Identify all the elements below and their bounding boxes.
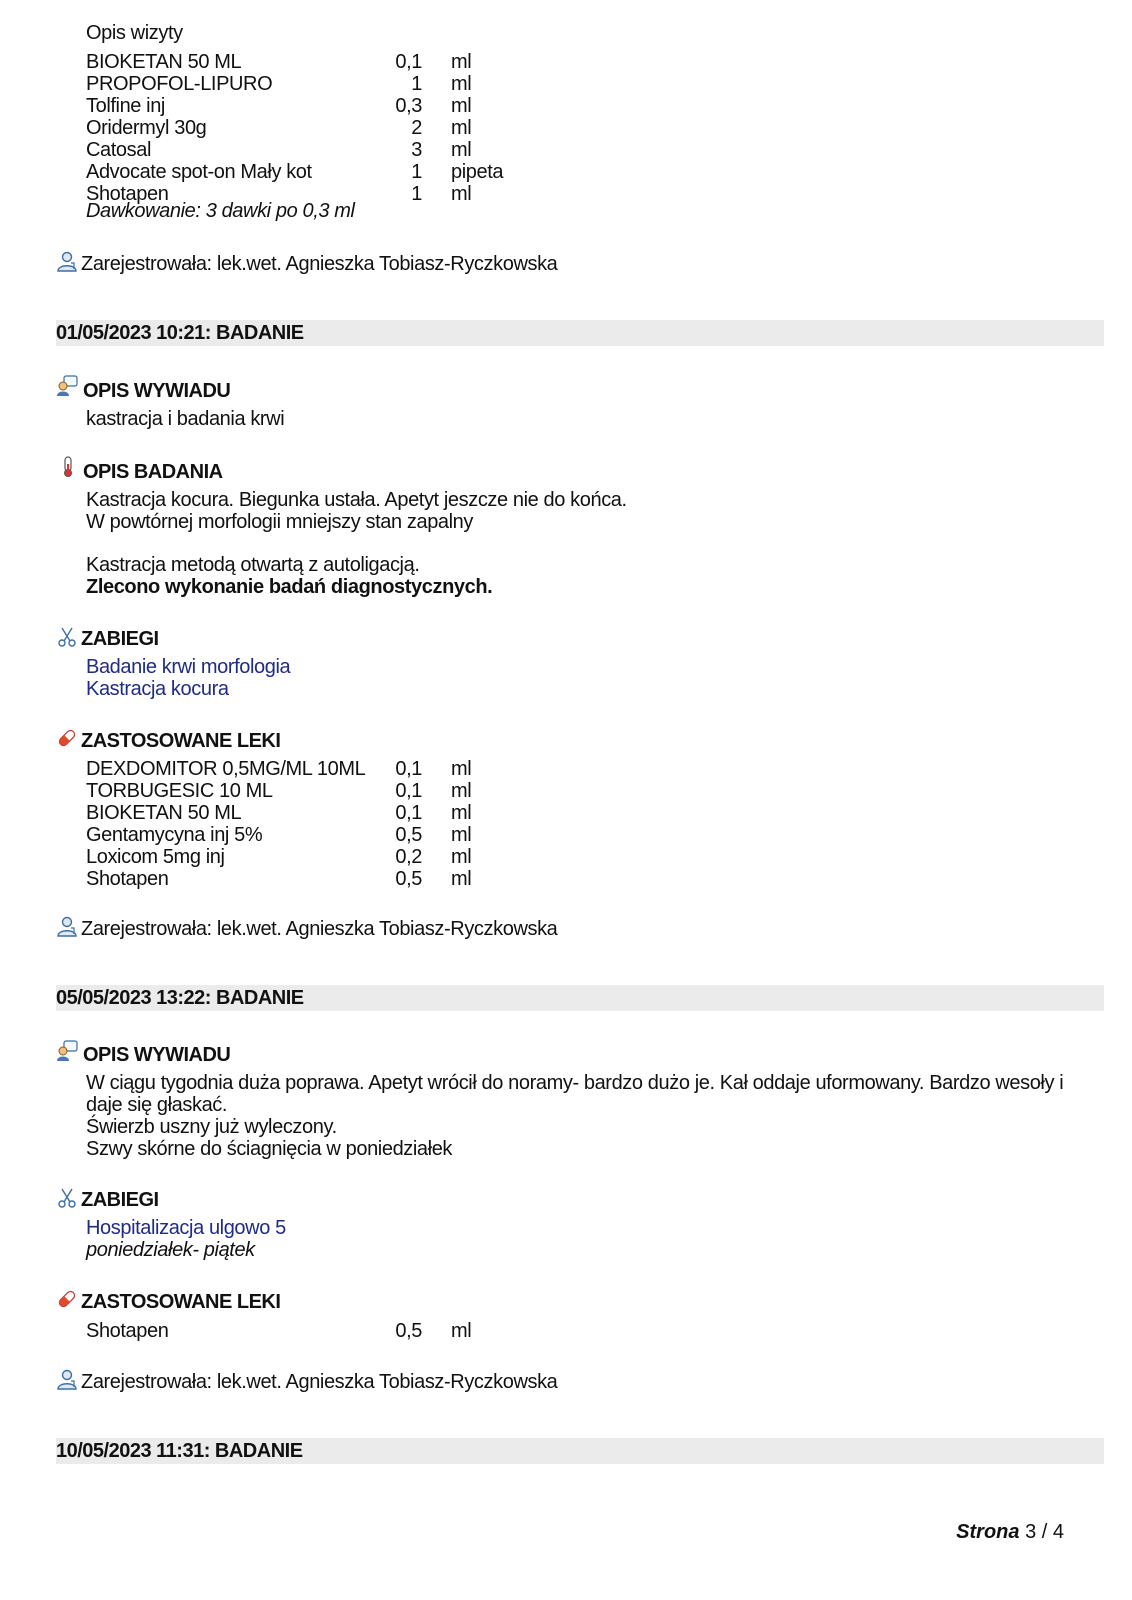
interview-line: Szwy skórne do ściagnięcia w poniedziałek xyxy=(86,1138,453,1160)
med-name: BIOKETAN 50 ML xyxy=(86,802,242,824)
interview-title: OPIS WYWIADU xyxy=(83,1044,231,1066)
interview-icon xyxy=(56,1040,78,1062)
page-total: / 4 xyxy=(1041,1521,1064,1543)
visit-header xyxy=(56,1438,1104,1464)
med-qty: 0,1 xyxy=(395,802,422,824)
visit-header-text: 01/05/2023 10:21: BADANIE xyxy=(56,322,304,344)
med-qty: 0,5 xyxy=(395,824,422,846)
interview-line: daje się głaskać. xyxy=(86,1094,228,1116)
page-label: Strona xyxy=(956,1521,1020,1543)
procedure-link[interactable]: Hospitalizacja ulgowo 5 xyxy=(86,1217,286,1239)
med-qty: 0,1 xyxy=(395,758,422,780)
page-current: 3 xyxy=(1025,1521,1037,1543)
med-row xyxy=(86,780,472,802)
med-unit: ml xyxy=(451,846,472,868)
exam-title: OPIS BADANIA xyxy=(83,461,223,483)
med-unit: ml xyxy=(451,95,472,117)
med-row xyxy=(86,758,472,780)
med-unit: pipeta xyxy=(451,161,504,183)
registered-by-text: Zarejestrowała: lek.wet. Agnieszka Tobiasz-Ryczkowska xyxy=(81,918,558,940)
exam-line-bold: Zlecono wykonanie badań diagnostycznych. xyxy=(86,576,493,598)
med-qty: 0,1 xyxy=(395,51,422,73)
visit-header xyxy=(56,985,1104,1011)
med-unit: ml xyxy=(451,183,472,205)
med-unit: ml xyxy=(451,1320,472,1342)
med-row xyxy=(86,1320,472,1342)
med-unit: ml xyxy=(451,117,472,139)
med-name: TORBUGESIC 10 ML xyxy=(86,780,273,802)
exam-line: W powtórnej morfologii mniejszy stan zapalny xyxy=(86,511,474,533)
med-qty: 1 xyxy=(411,183,422,205)
med-qty: 0,5 xyxy=(395,868,422,890)
interview-line: Świerzb uszny już wyleczony. xyxy=(86,1116,337,1138)
med-name: Shotapen xyxy=(86,868,169,890)
med-qty: 0,5 xyxy=(395,1320,422,1342)
registered-by-icon xyxy=(56,916,78,938)
med-name: Shotapen xyxy=(86,1320,169,1342)
procedures-title: ZABIEGI xyxy=(81,628,159,650)
med-qty: 0,1 xyxy=(395,780,422,802)
med-row xyxy=(86,73,472,95)
med-name: Oridermyl 30g xyxy=(86,117,207,139)
med-unit: ml xyxy=(451,802,472,824)
exam-line: Kastracja metodą otwartą z autoligacją. xyxy=(86,554,420,576)
med-unit: ml xyxy=(451,73,472,95)
med-qty: 3 xyxy=(411,139,422,161)
procedure-link[interactable]: Badanie krwi morfologia xyxy=(86,656,291,678)
med-name: Loxicom 5mg inj xyxy=(86,846,225,868)
visit-header xyxy=(56,320,1104,346)
meds-title: ZASTOSOWANE LEKI xyxy=(81,730,281,752)
med-name: Shotapen xyxy=(86,183,169,205)
med-qty: 0,3 xyxy=(395,95,422,117)
page-indicator xyxy=(956,1521,1064,1544)
med-row xyxy=(86,802,472,824)
visit-header-text: 10/05/2023 11:31: BADANIE xyxy=(56,1440,303,1462)
med-unit: ml xyxy=(451,51,472,73)
med-qty: 1 xyxy=(411,161,422,183)
visit-description-label: Opis wizyty xyxy=(86,22,183,44)
med-name: Tolfine inj xyxy=(86,95,165,117)
med-row xyxy=(86,51,472,73)
registered-by-text: Zarejestrowała: lek.wet. Agnieszka Tobiasz-Ryczkowska xyxy=(81,1371,558,1393)
interview-icon xyxy=(56,375,78,397)
med-name: Gentamycyna inj 5% xyxy=(86,824,263,846)
scissors-icon xyxy=(56,626,78,648)
pill-icon xyxy=(56,1288,78,1310)
exam-line: Kastracja kocura. Biegunka ustała. Apetyt jeszcze nie do końca. xyxy=(86,489,627,511)
interview-line: W ciągu tygodnia duża poprawa. Apetyt wrócił do noramy- bardzo dużo je. Kał oddaje uformowany. Bardzo wesoły i xyxy=(86,1072,1064,1094)
med-unit: ml xyxy=(451,139,472,161)
med-name: DEXDOMITOR 0,5MG/ML 10ML xyxy=(86,758,366,780)
med-name: Advocate spot-on Mały kot xyxy=(86,161,312,183)
dosage-note: Dawkowanie: 3 dawki po 0,3 ml xyxy=(86,200,355,222)
med-unit: ml xyxy=(451,868,472,890)
procedure-link[interactable]: Kastracja kocura xyxy=(86,678,229,700)
meds-title: ZASTOSOWANE LEKI xyxy=(81,1291,281,1313)
pill-icon xyxy=(56,727,78,749)
scissors-icon xyxy=(56,1187,78,1209)
med-row xyxy=(86,95,472,117)
med-qty: 1 xyxy=(411,73,422,95)
procedures-title: ZABIEGI xyxy=(81,1189,159,1211)
med-row xyxy=(86,846,472,868)
med-qty: 0,2 xyxy=(395,846,422,868)
procedure-note: poniedziałek- piątek xyxy=(86,1239,255,1261)
med-row xyxy=(86,868,472,890)
interview-title: OPIS WYWIADU xyxy=(83,380,231,402)
med-unit: ml xyxy=(451,824,472,846)
med-unit: ml xyxy=(451,758,472,780)
interview-text: kastracja i badania krwi xyxy=(86,408,285,430)
med-row xyxy=(86,161,504,183)
med-name: Catosal xyxy=(86,139,152,161)
registered-by-text: Zarejestrowała: lek.wet. Agnieszka Tobiasz-Ryczkowska xyxy=(81,253,558,275)
visit-header-text: 05/05/2023 13:22: BADANIE xyxy=(56,987,304,1009)
thermometer-icon xyxy=(58,456,80,478)
med-unit: ml xyxy=(451,780,472,802)
registered-by-icon xyxy=(56,251,78,273)
med-name: BIOKETAN 50 ML xyxy=(86,51,242,73)
registered-by-icon xyxy=(56,1369,78,1391)
med-row xyxy=(86,117,472,139)
med-row xyxy=(86,139,472,161)
med-row xyxy=(86,824,472,846)
med-qty: 2 xyxy=(411,117,422,139)
med-name: PROPOFOL-LIPURO xyxy=(86,73,273,95)
